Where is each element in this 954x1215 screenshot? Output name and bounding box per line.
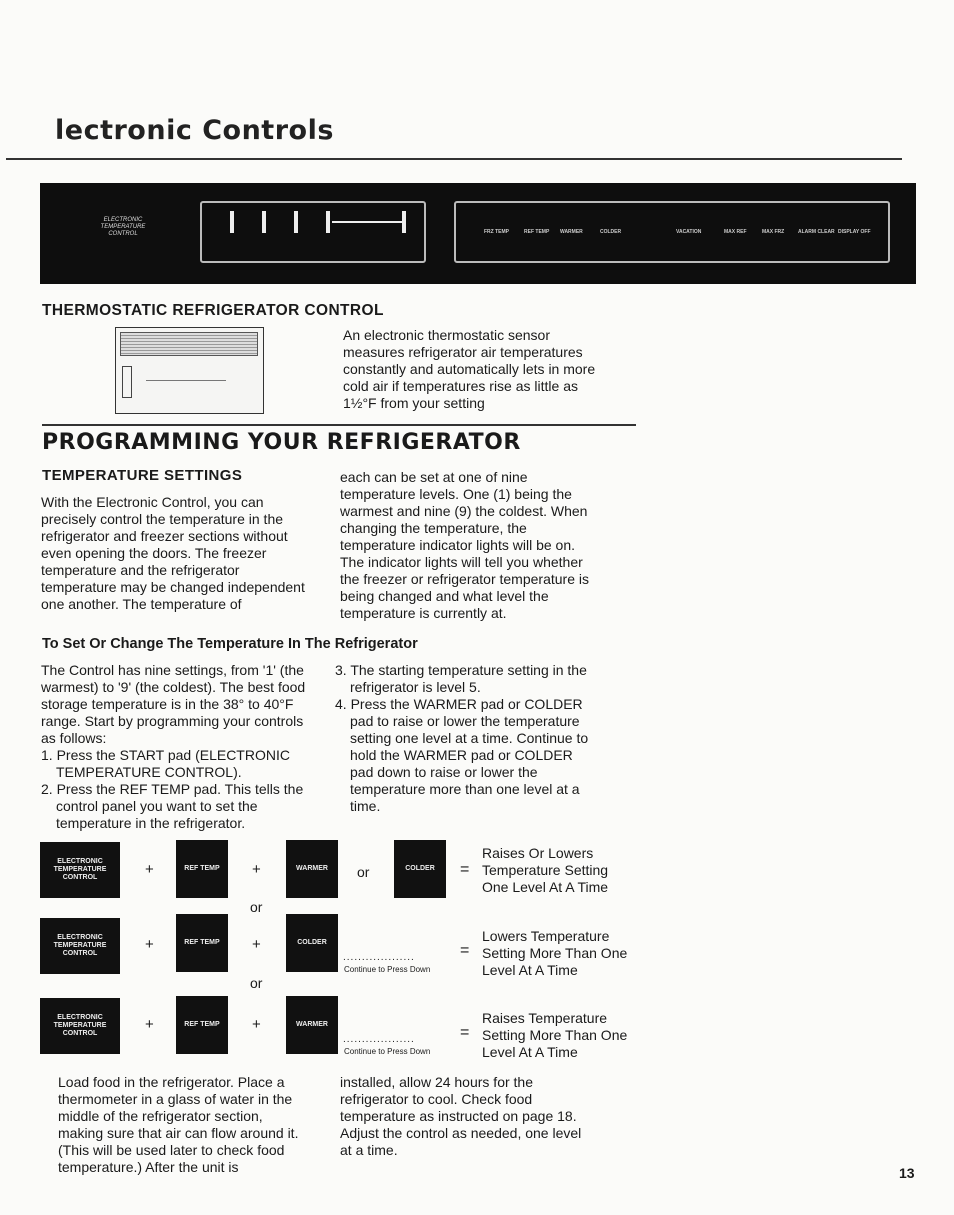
temperature-settings-right-text: each can be set at one of nine temperature levels. One (1) being the warmest and nine (9) the coldest. When changing the temperature, the temperature indicator lights will be on. The indicator lights will tell you whether the freezer or refrigerator temperature is being changed and what level the temperature is currently at.: [340, 469, 589, 621]
panel-btn-display-off: DISPLAY OFF: [838, 229, 871, 235]
title-rule: [6, 158, 902, 160]
thermostatic-heading: THERMOSTATIC REFRIGERATOR CONTROL: [42, 302, 384, 319]
thermostatic-control-figure: [115, 327, 264, 414]
plus-sign: +: [252, 861, 261, 878]
panel-btn-alarm-clear: ALARM CLEAR: [798, 229, 835, 235]
continue-caption: Continue to Press Down: [344, 965, 431, 974]
equals-sign: =: [460, 1024, 470, 1041]
equals-sign: =: [460, 861, 470, 878]
step-2: 2. Press the REF TEMP pad. This tells the control panel you want to set the temperature in the refrigerator.: [41, 781, 304, 831]
ref-temp-pad-row1: REF TEMP: [176, 840, 228, 898]
closing-left-text: Load food in the refrigerator. Place a thermometer in a glass of water in the middle of the refrigerator section, making sure that air can flow around it. (This will be used later to check food temperature.) After the unit is: [58, 1074, 299, 1175]
step-1: 1. Press the START pad (ELECTRONIC TEMPERATURE CONTROL).: [41, 747, 290, 780]
panel-btn-colder: COLDER: [600, 229, 622, 235]
warmer-pad-row3: WARMER: [286, 996, 338, 1054]
set-change-intro: The Control has nine settings, from '1' (the warmest) to '9' (the coldest). The best food storage temperature is in the 38° to 40°F range. Start by programming your controls as follows:: [41, 662, 306, 746]
plus-sign: +: [252, 936, 261, 953]
etc-pad-row1: ELECTRONIC TEMPERATURE CONTROL: [40, 842, 120, 898]
etc-pad-row2: ELECTRONIC TEMPERATURE CONTROL: [40, 918, 120, 974]
colder-pad-row1: COLDER: [394, 840, 446, 898]
page-title: lectronic Controls: [55, 115, 334, 146]
step-3: 3. The starting temperature setting in the refrigerator is level 5.: [335, 662, 587, 695]
set-change-heading: To Set Or Change The Temperature In The Refrigerator: [42, 636, 418, 652]
page-number: 13: [899, 1165, 915, 1181]
plus-sign: +: [145, 1016, 154, 1033]
plus-sign: +: [145, 861, 154, 878]
etc-pad-row3: ELECTRONIC TEMPERATURE CONTROL: [40, 998, 120, 1054]
ref-temp-pad-row3: REF TEMP: [176, 996, 228, 1054]
panel-start-label: ELECTRONIC TEMPERATURE CONTROL: [100, 217, 146, 237]
colder-pad-row2: COLDER: [286, 914, 338, 972]
or-label: or: [250, 975, 263, 991]
warmer-pad-row1: WARMER: [286, 840, 338, 898]
continue-caption: Continue to Press Down: [344, 1047, 431, 1056]
ref-temp-pad-row2: REF TEMP: [176, 914, 228, 972]
control-panel-illustration: [40, 183, 916, 284]
panel-btn-vacation: VACATION: [676, 229, 702, 235]
row3-result: Raises Temperature Setting More Than One Level At A Time: [482, 1010, 628, 1060]
row2-result: Lowers Temperature Setting More Than One Level At A Time: [482, 928, 628, 978]
panel-btn-max-ref: MAX REF: [724, 229, 747, 235]
hold-dots: ...................: [343, 1034, 415, 1045]
set-change-left: [41, 662, 306, 832]
temperature-display: [200, 201, 426, 263]
panel-btn-warmer: WARMER: [560, 229, 583, 235]
row1-result: Raises Or Lowers Temperature Setting One Level At A Time: [482, 845, 609, 895]
panel-button-strip: [454, 201, 890, 263]
temperature-settings-heading: TEMPERATURE SETTINGS: [42, 467, 243, 484]
hold-dots: ...................: [343, 952, 415, 963]
step-4: 4. Press the WARMER pad or COLDER pad to raise or lower the temperature setting one level at a time. Continue to hold the WARMER pad or COLDER pad down to raise or lower the temperature more than one level at a time.: [335, 696, 589, 814]
section-rule: [42, 424, 636, 426]
programming-heading: PROGRAMMING YOUR REFRIGERATOR: [42, 430, 521, 455]
plus-sign: +: [145, 936, 154, 953]
equals-sign: =: [460, 942, 470, 959]
closing-right-text: installed, allow 24 hours for the refrigerator to cool. Check food temperature as instructed on page 18. Adjust the control as needed, one level at a time.: [340, 1074, 582, 1158]
panel-btn-frz-temp: FRZ TEMP: [484, 229, 509, 235]
or-label: or: [250, 899, 263, 915]
steps-list-right: [335, 662, 595, 815]
plus-sign: +: [252, 1016, 261, 1033]
panel-btn-ref-temp: REF TEMP: [524, 229, 550, 235]
steps-list-left: [41, 747, 306, 832]
temperature-settings-left-text: With the Electronic Control, you can precisely control the temperature in the refrigerator and freezer sections without even opening the doors. The freezer temperature and the refrigerator temperature may be changed independent one another. The temperature of: [41, 494, 305, 612]
or-label: or: [357, 864, 370, 880]
thermostatic-text: An electronic thermostatic sensor measures refrigerator air temperatures constantly and automatically lets in more cold air if temperatures rise as little as 1½°F from your setting: [343, 327, 596, 411]
set-change-right: [335, 662, 595, 815]
panel-btn-max-frz: MAX FRZ: [762, 229, 785, 235]
